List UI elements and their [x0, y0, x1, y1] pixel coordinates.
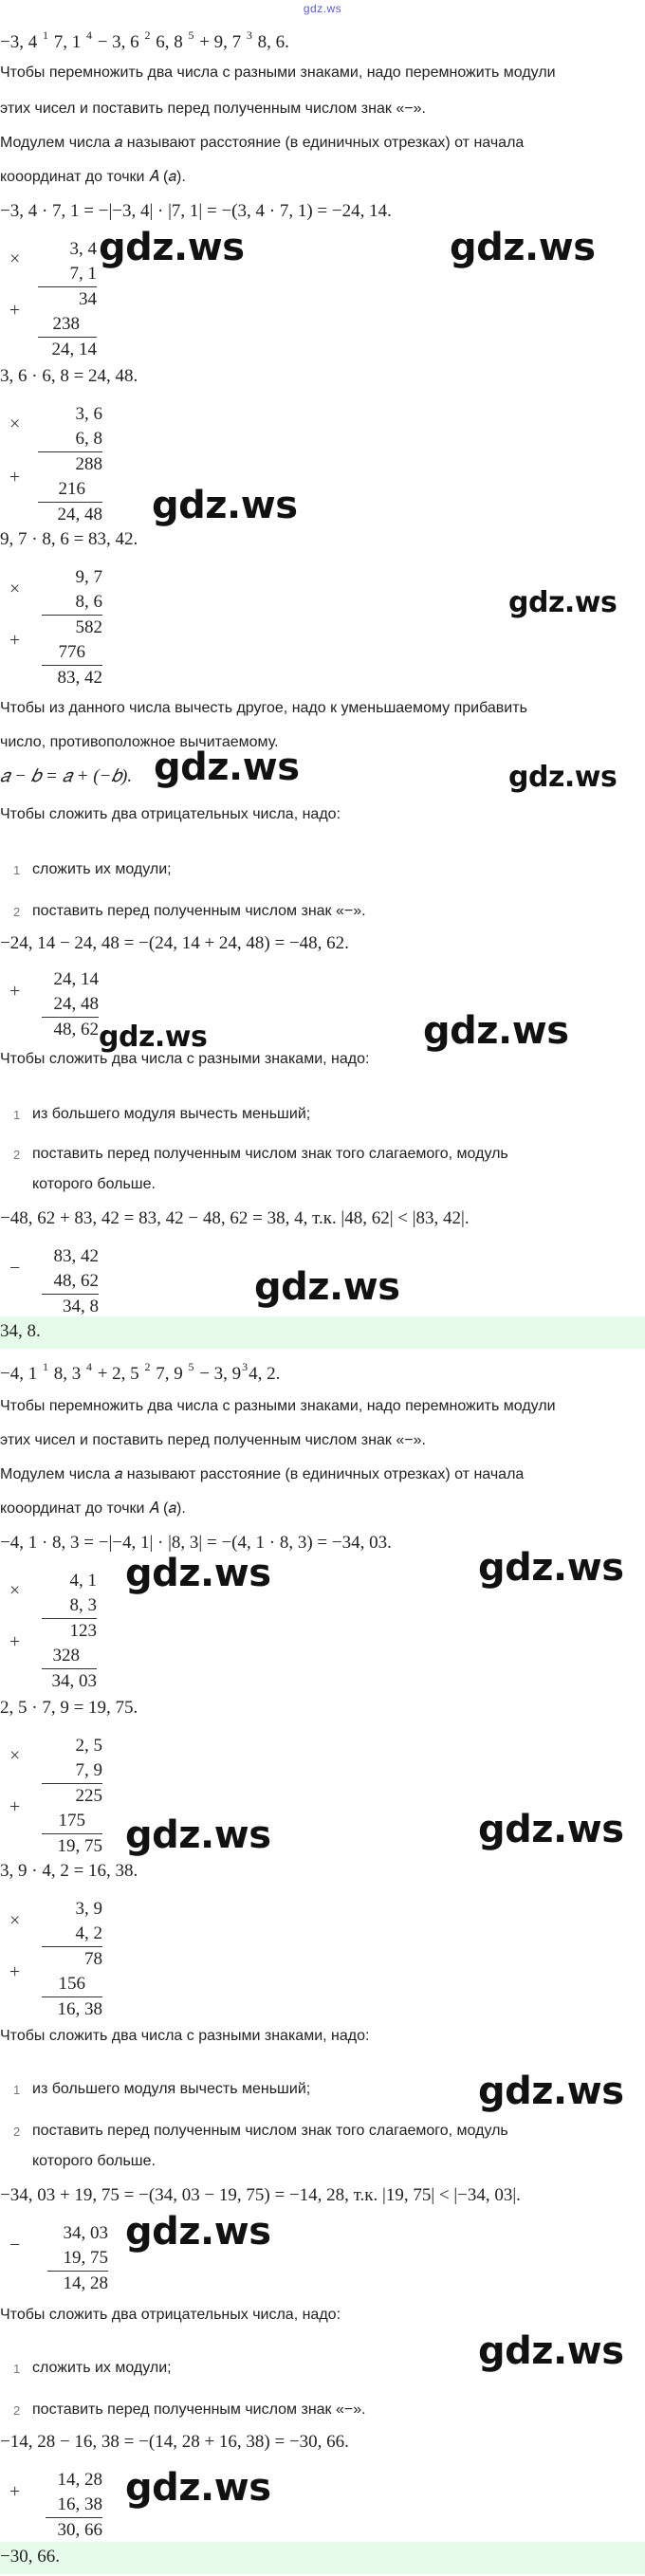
expr-part: + 9, 7 — [194, 32, 246, 52]
watermark: gdz.ws — [478, 1546, 624, 1590]
operand-row: 83, 42 — [53, 1246, 99, 1266]
rule-text: Чтобы сложить два числа с разными знаками, надо: — [0, 2028, 370, 2044]
solution-step: −34, 03 + 19, 75 = −(34, 03 − 19, 75) = −14, 28, т.к. |19, 75| < |−34, 03|. — [0, 2185, 521, 2205]
rule-text: кооординат до точки 𝐴 (𝑎). — [0, 169, 186, 185]
expr-part: 8, 6. — [252, 32, 289, 52]
plus-sign: + — [9, 300, 21, 321]
minus-sign: − — [9, 1258, 21, 1279]
operand-row: 16, 38 — [46, 2493, 102, 2518]
order-mark: 4 — [85, 1360, 92, 1373]
partial-row: 216 — [38, 477, 102, 503]
plus-sign: + — [9, 1796, 21, 1817]
minus-sign: − — [9, 2235, 21, 2255]
order-mark: 2 — [144, 1360, 151, 1373]
rule-text: кооординат до точки 𝐴 (𝑎). — [0, 1500, 186, 1517]
list-item-number: 1 — [13, 1108, 21, 1122]
multiply-sign: × — [9, 1580, 21, 1601]
partial-row: 776 — [42, 640, 102, 666]
watermark: gdz.ws — [254, 1265, 400, 1309]
list-item-number: 1 — [13, 863, 21, 877]
column-multiplication — [38, 402, 102, 527]
expr-part: + 2, 5 — [92, 1364, 144, 1384]
expr-part: 6, 8 — [151, 32, 188, 52]
factor-row: 9, 7 — [75, 567, 102, 587]
operand-row: 14, 28 — [57, 2470, 102, 2490]
expr-part: − 3, 9 — [194, 1364, 242, 1384]
expr-part: 7, 9 — [151, 1364, 188, 1384]
operand-row: 19, 75 — [47, 2246, 108, 2272]
rule-text: Чтобы перемножить два числа с разными знаками, надо перемножить модули — [0, 64, 556, 81]
expr-part: 7, 1 — [48, 32, 85, 52]
watermark: gdz.ws — [125, 1813, 271, 1857]
watermark: gdz.ws — [125, 2466, 271, 2510]
rule-text: Чтобы сложить два числа с разными знаками, надо: — [0, 1051, 370, 1067]
solution-step: 9, 7 · 8, 6 = 83, 42. — [0, 529, 138, 549]
watermark: gdz.ws — [125, 1552, 271, 1595]
factor-row: 6, 8 — [38, 427, 102, 452]
order-mark: 3 — [242, 1360, 249, 1373]
watermark: gdz.ws — [99, 226, 245, 269]
result-row: 48, 62 — [53, 1020, 99, 1040]
plus-sign: + — [9, 467, 21, 488]
plus-sign: + — [9, 1961, 21, 1982]
watermark: gdz.ws — [478, 2070, 624, 2113]
answer-box — [0, 2542, 645, 2574]
partial-row: 175 — [42, 1809, 102, 1834]
column-multiplication — [38, 237, 97, 362]
column-subtraction — [42, 1244, 99, 1319]
multiply-sign: × — [9, 248, 21, 269]
order-mark: 5 — [188, 1360, 194, 1373]
result-row: 14, 28 — [63, 2273, 108, 2293]
factor-row: 3, 6 — [75, 404, 102, 424]
answer-box — [0, 1316, 645, 1349]
rule-text: этих чисел и поставить перед полученным числом знак «−». — [0, 101, 426, 117]
solution-step: 3, 6 · 6, 8 = 24, 48. — [0, 366, 138, 386]
rule-text: Чтобы сложить два отрицательных числа, надо: — [0, 806, 341, 822]
order-mark: 2 — [144, 28, 151, 42]
order-mark: 3 — [246, 28, 252, 42]
list-item: поставить перед полученным числом знак того слагаемого, модуль — [32, 2123, 508, 2139]
rule-text: Чтобы из данного числа вычесть другое, надо к уменьшаемому прибавить — [0, 700, 527, 716]
answer-value: −30, 66. — [0, 2547, 60, 2567]
operand-row: 48, 62 — [42, 1269, 99, 1295]
result-row: 24, 14 — [51, 340, 97, 359]
result-row: 16, 38 — [57, 1999, 102, 2019]
rule-text: Модулем числа 𝑎 называют расстояние (в единичных отрезках) от начала — [0, 1466, 525, 1482]
order-mark: 1 — [42, 1360, 48, 1373]
list-item: из большего модуля вычесть меньший; — [32, 1106, 311, 1122]
watermark: gdz.ws — [478, 2329, 624, 2373]
factor-row: 7, 1 — [38, 262, 97, 287]
partial-row: 34 — [79, 289, 97, 309]
expr-part: − 3, 6 — [92, 32, 144, 52]
partial-row: 123 — [69, 1621, 97, 1641]
watermark: gdz.ws — [125, 2210, 271, 2254]
solution-step: −24, 14 − 24, 48 = −(24, 14 + 24, 48) = −48, 62. — [0, 933, 349, 953]
factor-row: 8, 3 — [42, 1593, 97, 1619]
solution-step: −48, 62 + 83, 42 = 83, 42 − 48, 62 = 38, 4, т.к. |48, 62| < |83, 42|. — [0, 1208, 470, 1228]
partial-row: 328 — [42, 1644, 97, 1669]
site-logo[interactable]: gdz.ws — [303, 2, 342, 15]
watermark: gdz.ws — [508, 586, 617, 619]
watermark: gdz.ws — [99, 1021, 208, 1054]
partial-row: 582 — [75, 617, 102, 637]
result-row: 24, 48 — [57, 505, 102, 524]
partial-row: 288 — [75, 454, 102, 474]
column-addition — [42, 967, 99, 1042]
list-item: сложить их модули; — [32, 2360, 172, 2376]
operand-row: 24, 14 — [53, 969, 99, 989]
partial-row: 225 — [75, 1786, 102, 1806]
plus-sign: + — [9, 2481, 21, 2502]
rule-text: число, противоположное вычитаемому. — [0, 734, 279, 750]
rule-text: Модулем числа 𝑎 называют расстояние (в единичных отрезках) от начала — [0, 135, 525, 151]
multiply-sign: × — [9, 579, 21, 599]
multiply-sign: × — [9, 1745, 21, 1766]
factor-row: 7, 9 — [42, 1758, 102, 1784]
factor-row: 4, 2 — [42, 1922, 102, 1947]
column-multiplication — [42, 565, 102, 690]
list-item-number: 2 — [13, 905, 21, 919]
multiply-sign: × — [9, 414, 21, 434]
list-item-number: 2 — [13, 2125, 21, 2139]
expr-part: −4, 1 — [0, 1364, 42, 1384]
order-mark: 5 — [188, 28, 194, 42]
result-row: 19, 75 — [57, 1836, 102, 1856]
list-item-number: 1 — [13, 2362, 21, 2376]
expr-part: 8, 3 — [48, 1364, 85, 1384]
solution-step: −3, 4 · 7, 1 = −|−3, 4| · |7, 1| = −(3, 4 · 7, 1) = −24, 14. — [0, 201, 392, 221]
operand-row: 24, 48 — [42, 992, 99, 1018]
watermark: gdz.ws — [478, 1808, 624, 1851]
list-item-number: 1 — [13, 2083, 21, 2097]
expression-2 — [0, 1360, 280, 1385]
list-item-continuation: которого больше. — [32, 1176, 156, 1192]
plus-sign: + — [9, 630, 21, 651]
factor-row: 2, 5 — [75, 1736, 102, 1756]
expression-1 — [0, 28, 289, 53]
result-row: 83, 42 — [57, 668, 102, 688]
column-multiplication — [42, 1734, 102, 1859]
formula: 𝑎 − 𝑏 = 𝑎 + (−𝑏). — [0, 766, 133, 786]
list-item: поставить перед полученным числом знак «−». — [32, 2401, 366, 2418]
result-row: 30, 66 — [57, 2520, 102, 2540]
column-multiplication — [42, 1897, 102, 2022]
solution-step: −14, 28 − 16, 38 = −(14, 28 + 16, 38) = −30, 66. — [0, 2432, 349, 2452]
order-mark: 4 — [85, 28, 92, 42]
list-item-number: 2 — [13, 1148, 21, 1162]
rule-text: Чтобы сложить два отрицательных числа, надо: — [0, 2307, 341, 2323]
solution-step: −4, 1 · 8, 3 = −|−4, 1| · |8, 3| = −(4, 1 · 8, 3) = −34, 03. — [0, 1533, 392, 1553]
list-item: сложить их модули; — [32, 861, 172, 877]
result-row: 34, 8 — [63, 1297, 99, 1316]
multiply-sign: × — [9, 1910, 21, 1931]
column-multiplication — [42, 1569, 97, 1694]
answer-value: 34, 8. — [0, 1321, 41, 1341]
list-item-continuation: которого больше. — [32, 2153, 156, 2169]
partial-row: 78 — [84, 1949, 102, 1969]
watermark: gdz.ws — [152, 484, 298, 527]
factor-row: 3, 4 — [69, 239, 97, 259]
watermark: gdz.ws — [450, 226, 596, 269]
expr-part: −3, 4 — [0, 32, 42, 52]
partial-row: 238 — [38, 312, 97, 338]
list-item: поставить перед полученным числом знак «−». — [32, 903, 366, 919]
plus-sign: + — [9, 1631, 21, 1652]
column-subtraction — [47, 2221, 108, 2296]
rule-text: этих чисел и поставить перед полученным числом знак «−». — [0, 1432, 426, 1448]
factor-row: 4, 1 — [69, 1571, 97, 1591]
factor-row: 3, 9 — [75, 1899, 102, 1919]
watermark: gdz.ws — [154, 745, 300, 789]
factor-row: 8, 6 — [42, 590, 102, 616]
solution-step: 2, 5 · 7, 9 = 19, 75. — [0, 1698, 138, 1718]
rule-text: Чтобы перемножить два числа с разными знаками, надо перемножить модули — [0, 1398, 556, 1414]
list-item: из большего модуля вычесть меньший; — [32, 2081, 311, 2097]
result-row: 34, 03 — [51, 1671, 97, 1691]
partial-row: 156 — [42, 1972, 102, 1997]
solution-step: 3, 9 · 4, 2 = 16, 38. — [0, 1861, 138, 1881]
watermark: gdz.ws — [508, 761, 617, 794]
watermark: gdz.ws — [423, 1009, 569, 1053]
expr-part: 4, 2. — [249, 1364, 281, 1384]
column-addition — [46, 2468, 102, 2543]
list-item: поставить перед полученным числом знак того слагаемого, модуль — [32, 1146, 508, 1162]
plus-sign: + — [9, 981, 21, 1002]
order-mark: 1 — [42, 28, 48, 42]
operand-row: 34, 03 — [63, 2223, 108, 2243]
list-item-number: 2 — [13, 2403, 21, 2418]
